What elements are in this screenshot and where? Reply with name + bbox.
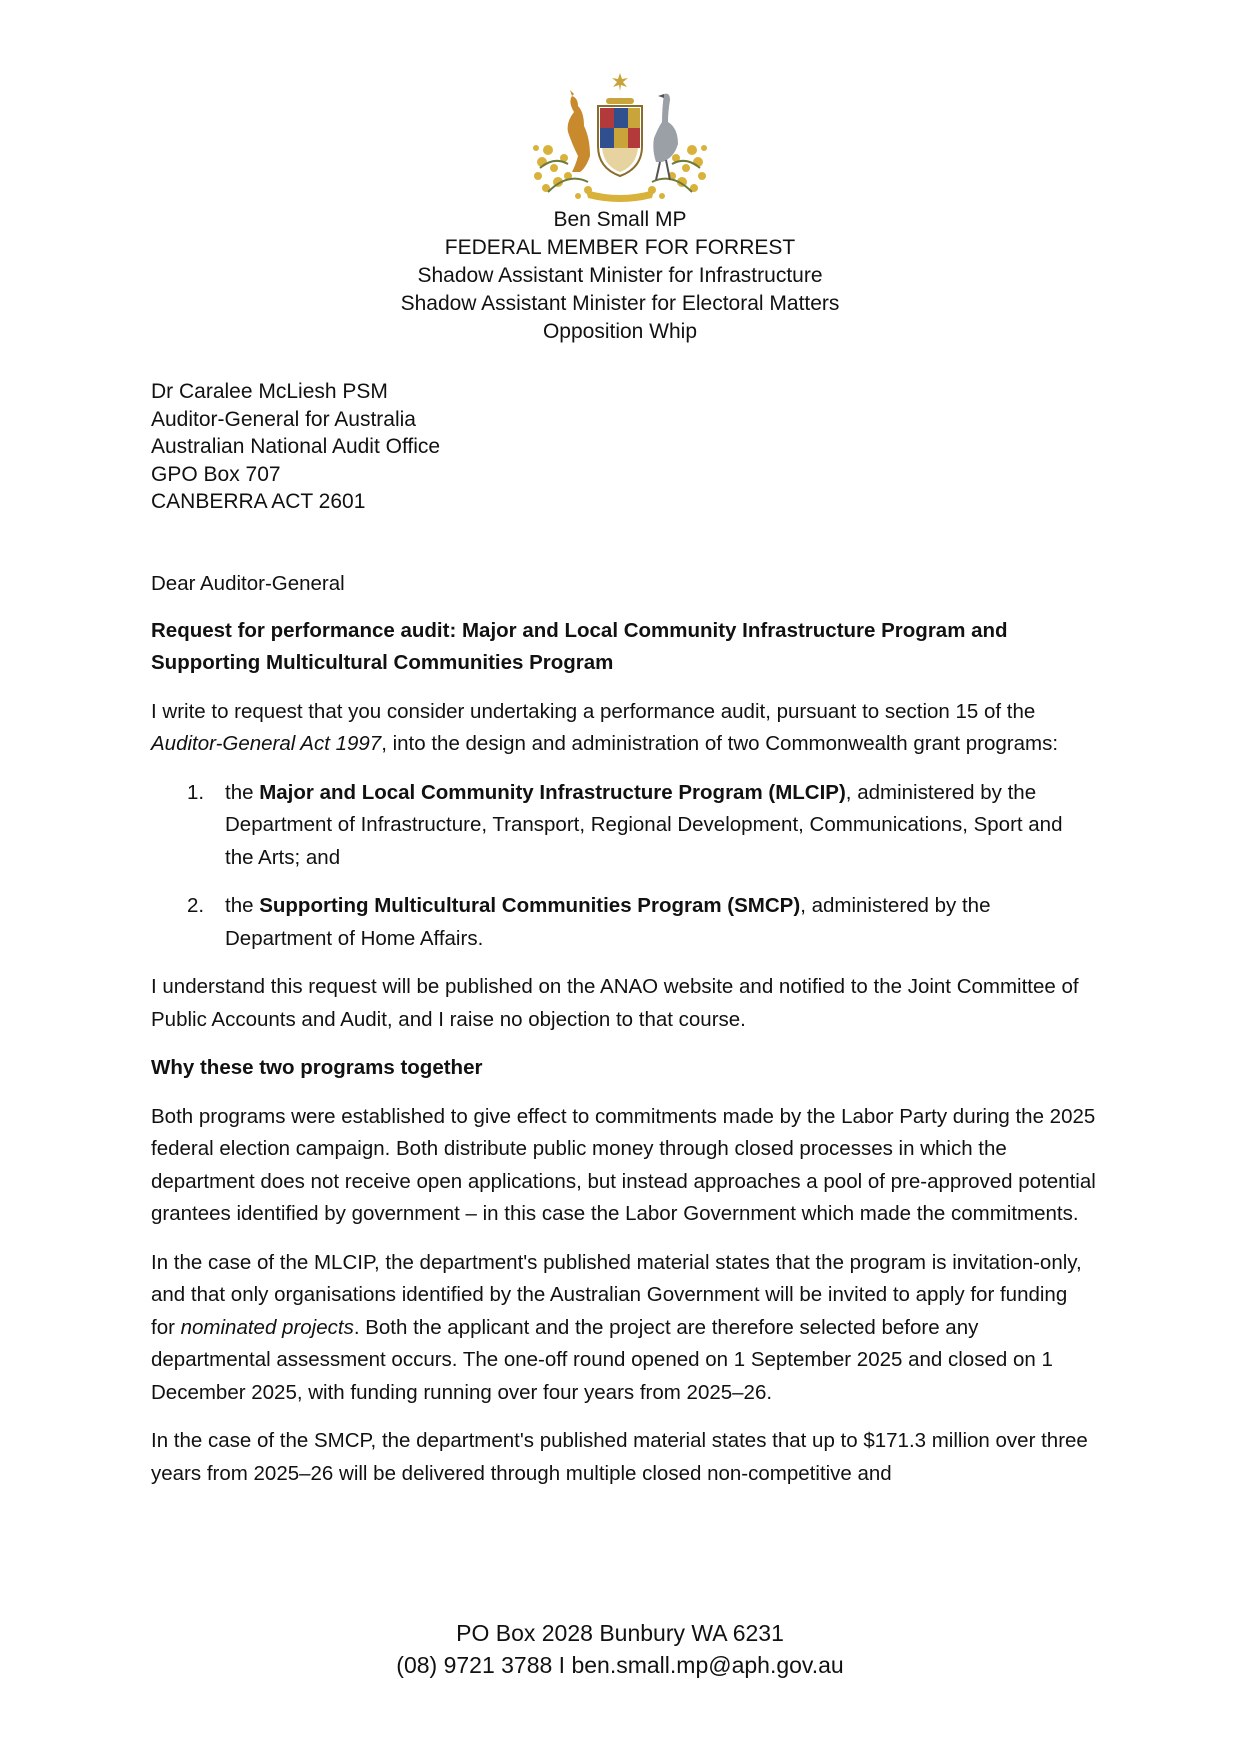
both-programs-paragraph: Both programs were established to give effect to commitments made by the Labor Party during the 2025 federal election campaign. Both distribute public money through closed processes in which the department does not receive open applications, but instead approaches a pool of pre-approved potential grantees identified by government – in this case the Labor Government which made the commitments. <box>151 1104 1096 1225</box>
member-name: Ben Small MP <box>553 208 687 231</box>
smcp-paragraph: In the case of the SMCP, the department's published material states that up to $171.3 million over three years from 2025–26 will be delivered through multiple closed non-competitive and <box>151 1429 1088 1485</box>
intro-paragraph <box>151 696 1096 761</box>
list-number: 1. <box>187 780 205 804</box>
shadow-role-infrastructure: Shadow Assistant Minister for Infrastructure <box>417 264 823 287</box>
footer-address: PO Box 2028 Bunbury WA 6231 <box>456 1620 784 1646</box>
list-suffix: , administered by the Department of Home Affairs. <box>225 894 991 950</box>
salutation: Dear Auditor-General <box>151 572 345 595</box>
list-number: 2. <box>187 894 205 917</box>
addressee-po-box: GPO Box 707 <box>151 462 281 486</box>
footer <box>0 1617 1240 1681</box>
nominated-projects-emphasis: nominated projects <box>180 1315 354 1339</box>
program-name-smcp: Supporting Multicultural Communities Program (SMCP) <box>259 894 801 917</box>
shadow-role-electoral: Shadow Assistant Minister for Electoral Matters <box>400 292 840 315</box>
addressee-city: CANBERRA ACT 2601 <box>151 490 366 513</box>
list-item <box>151 777 1096 875</box>
whip-role: Opposition Whip <box>542 320 698 343</box>
coat-of-arms-icon <box>528 72 712 208</box>
mlcip-text-end: . Both the applicant and the project are therefore selected before any departmental assessment occurs. The one-off round opened on 1 September 2025 and closed on 1 December 2025, with funding running over four years from 2025–26. <box>151 1315 1053 1404</box>
letterhead <box>0 206 1240 346</box>
list-prefix: the <box>225 780 260 804</box>
intro-text-start: I write to request that you consider undertaking a performance audit, pursuant to section 15 of the <box>151 699 1036 723</box>
addressee-office: Australian National Audit Office <box>151 435 441 458</box>
list-prefix: the <box>225 894 260 917</box>
section-heading: Why these two programs together <box>151 1056 483 1079</box>
publication-paragraph: I understand this request will be published on the ANAO website and notified to the Joint Committee of Public Accounts and Audit, and I raise no objection to that course. <box>151 975 1079 1031</box>
addressee-name: Dr Caralee McLiesh PSM <box>151 380 388 403</box>
letter-body <box>151 568 1096 1506</box>
addressee-block <box>151 378 440 516</box>
intro-text-end: , into the design and administration of two Commonwealth grant programs: <box>381 732 1059 755</box>
addressee-title: Auditor-General for Australia <box>151 407 416 431</box>
program-name-mlcip: Major and Local Community Infrastructure Program (MLCIP) <box>259 780 846 804</box>
act-title: Auditor-General Act 1997 <box>151 732 382 755</box>
subject-heading: Request for performance audit: Major and Local Community Infrastructure Program and Supporting Multicultural Communities Program <box>151 618 1008 674</box>
mlcip-paragraph <box>151 1247 1096 1410</box>
program-list <box>151 777 1096 956</box>
electorate-title: FEDERAL MEMBER FOR FORREST <box>444 236 796 259</box>
list-suffix: , administered by the Department of Infrastructure, Transport, Regional Development, Communications, Sport and the Arts; and <box>225 780 1063 869</box>
footer-contact: (08) 9721 3788 I ben.small.mp@aph.gov.au <box>396 1652 844 1678</box>
mlcip-text-start: In the case of the MLCIP, the department's published material states that the program is invitation-only, and that only organisations identified by the Australian Government will be invited to apply for funding for <box>151 1250 1082 1339</box>
list-item <box>151 890 1096 955</box>
